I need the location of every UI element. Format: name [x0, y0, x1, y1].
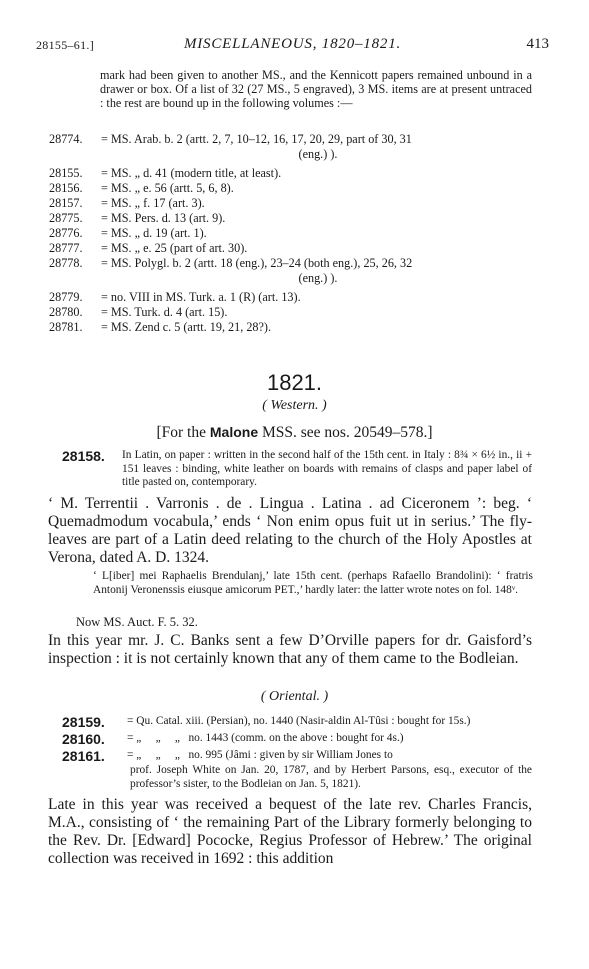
volume-number: 28776. — [49, 226, 83, 240]
volume-row — [49, 226, 207, 240]
volume-text: = MS. „ f. 17 (art. 3). — [101, 196, 205, 210]
malone-note-before: [For the — [156, 424, 210, 441]
entry-description: In Latin, on paper : written in the second half of the 15th cent. in Italy : 8¾ × 6½ in., ii + 151 leaves : binding, white leather on boards with remains of clasps and paper label of title pasted on, contemporary. — [122, 449, 532, 489]
volume-row — [49, 196, 205, 210]
volume-text: = MS. „ e. 56 (artt. 5, 6, 8). — [101, 181, 234, 195]
volume-text: = MS. Arab. b. 2 (artt. 2, 7, 10–12, 16, 17, 20, 29, part of 30, 31 — [101, 132, 412, 146]
volume-number: 28775. — [49, 211, 83, 225]
year-heading: 1821. — [266, 370, 323, 395]
section-western: ( Western. ) — [262, 398, 327, 413]
entry-body: ‘ M. Terrentii . Varronis . de . Lingua . Latina . ad Ciceronem ’: beg. ‘ Quemadmodum vocabula,’ ends ‘ Non enim opus fuit ut in serius.’ The fly-leaves are part of a Latin deed relating to the church of the Holy Apostles at Verona, dated A. D. 1324. — [48, 495, 532, 566]
volume-row — [49, 241, 247, 255]
banks-paragraph: In this year mr. J. C. Banks sent a few D’Orville papers for dr. Gaisford’s inspection : it is not certainly known that any of them came to the Bodleian. — [48, 632, 532, 667]
entry-number: 28159. — [62, 714, 105, 730]
volume-text: = MS. Turk. d. 4 (art. 15). — [101, 305, 228, 319]
volume-number: 28779. — [49, 290, 83, 304]
shelfmark: Now MS. Auct. F. 5. 32. — [76, 615, 198, 629]
volume-row — [49, 166, 281, 180]
entry-note: ‘ L[iber] mei Raphaelis Brendulanj,’ late 15th cent. (perhaps Rafaello Brandolini): ‘ fratris Antonij Veronenssis eiusque amicorum PET.,’ hardly later: the latter wrote notes on fol. 148ᵛ. — [93, 570, 533, 596]
entry-continuation: prof. Joseph White on Jan. 20, 1787, and by Herbert Parsons, esq., executor of the professor’s sister, to the Bodleian on Jan. 5, 1821). — [130, 764, 532, 790]
volume-row — [49, 290, 301, 304]
volume-row — [49, 256, 412, 270]
header-range: 28155–61.] — [36, 38, 94, 52]
volume-row — [49, 305, 227, 319]
volume-text: = MS. „ d. 19 (art. 1). — [101, 226, 207, 240]
entry-number: 28160. — [62, 731, 105, 747]
malone-note-after: MSS. see nos. 20549–578.] — [258, 424, 433, 441]
entry-number: 28161. — [62, 748, 105, 764]
entry-number: 28158. — [62, 448, 105, 464]
volume-text: = MS. „ d. 41 (modern title, at least). — [101, 166, 282, 180]
volume-number: 28155. — [49, 166, 83, 180]
volume-number: 28157. — [49, 196, 83, 210]
malone-name: Malone — [209, 424, 259, 440]
header-title: MISCELLANEOUS, 1820–1821. — [183, 36, 402, 52]
volume-text: = MS. „ e. 25 (part of art. 30). — [101, 241, 248, 255]
intro-paragraph: mark had been given to another MS., and the Kennicott papers remained unbound in a drawer or box. Of a list of 32 (27 MS., 5 engraved), 3 MS. items are at present untraced : the rest are bound up in the following volumes :— — [100, 68, 532, 111]
volume-row — [49, 181, 234, 195]
volume-row — [49, 211, 225, 225]
volume-number: 28777. — [49, 241, 83, 255]
page-number: 413 — [526, 36, 549, 52]
volume-text: = MS. Zend c. 5 (artt. 19, 21, 28?). — [101, 320, 272, 334]
volume-number: 28781. — [49, 320, 83, 334]
volume-number: 28778. — [49, 256, 83, 270]
volume-number: 28156. — [49, 181, 83, 195]
running-header — [36, 36, 549, 56]
entry-text: = „ „ „ no. 1443 (comm. on the above : bought for 4s.) — [127, 732, 404, 744]
volume-row — [49, 320, 271, 334]
volume-continuation: (eng.) ). — [298, 271, 338, 285]
entry-text: = Qu. Catal. xiii. (Persian), no. 1440 (Nasir-aldin Al-Tûsi : bought for 15s.) — [127, 715, 471, 727]
volume-number: 28780. — [49, 305, 83, 319]
malone-note — [0, 424, 589, 442]
volume-continuation: (eng.) ). — [298, 147, 338, 161]
closing-paragraph: Late in this year was received a bequest of the late rev. Charles Francis, M.A., consisting of ‘ the remaining Part of the Library formerly belonging to the Rev. Dr. [Edward] Pococke, Regius Professor of Hebrew.’ The original collection was received in 1692 : this addition — [48, 796, 532, 867]
volume-number: 28774. — [49, 132, 83, 146]
section-oriental: ( Oriental. ) — [260, 689, 329, 704]
entry-text: = „ „ „ no. 995 (Jâmi : given by sir William Jones to — [127, 749, 393, 761]
volume-row — [49, 132, 412, 146]
volume-text: = MS. Polygl. b. 2 (artt. 18 (eng.), 23–24 (both eng.), 25, 26, 32 — [101, 256, 413, 270]
volume-text: = MS. Pers. d. 13 (art. 9). — [101, 211, 226, 225]
volume-text: = no. VIII in MS. Turk. a. 1 (R) (art. 13). — [101, 290, 301, 304]
